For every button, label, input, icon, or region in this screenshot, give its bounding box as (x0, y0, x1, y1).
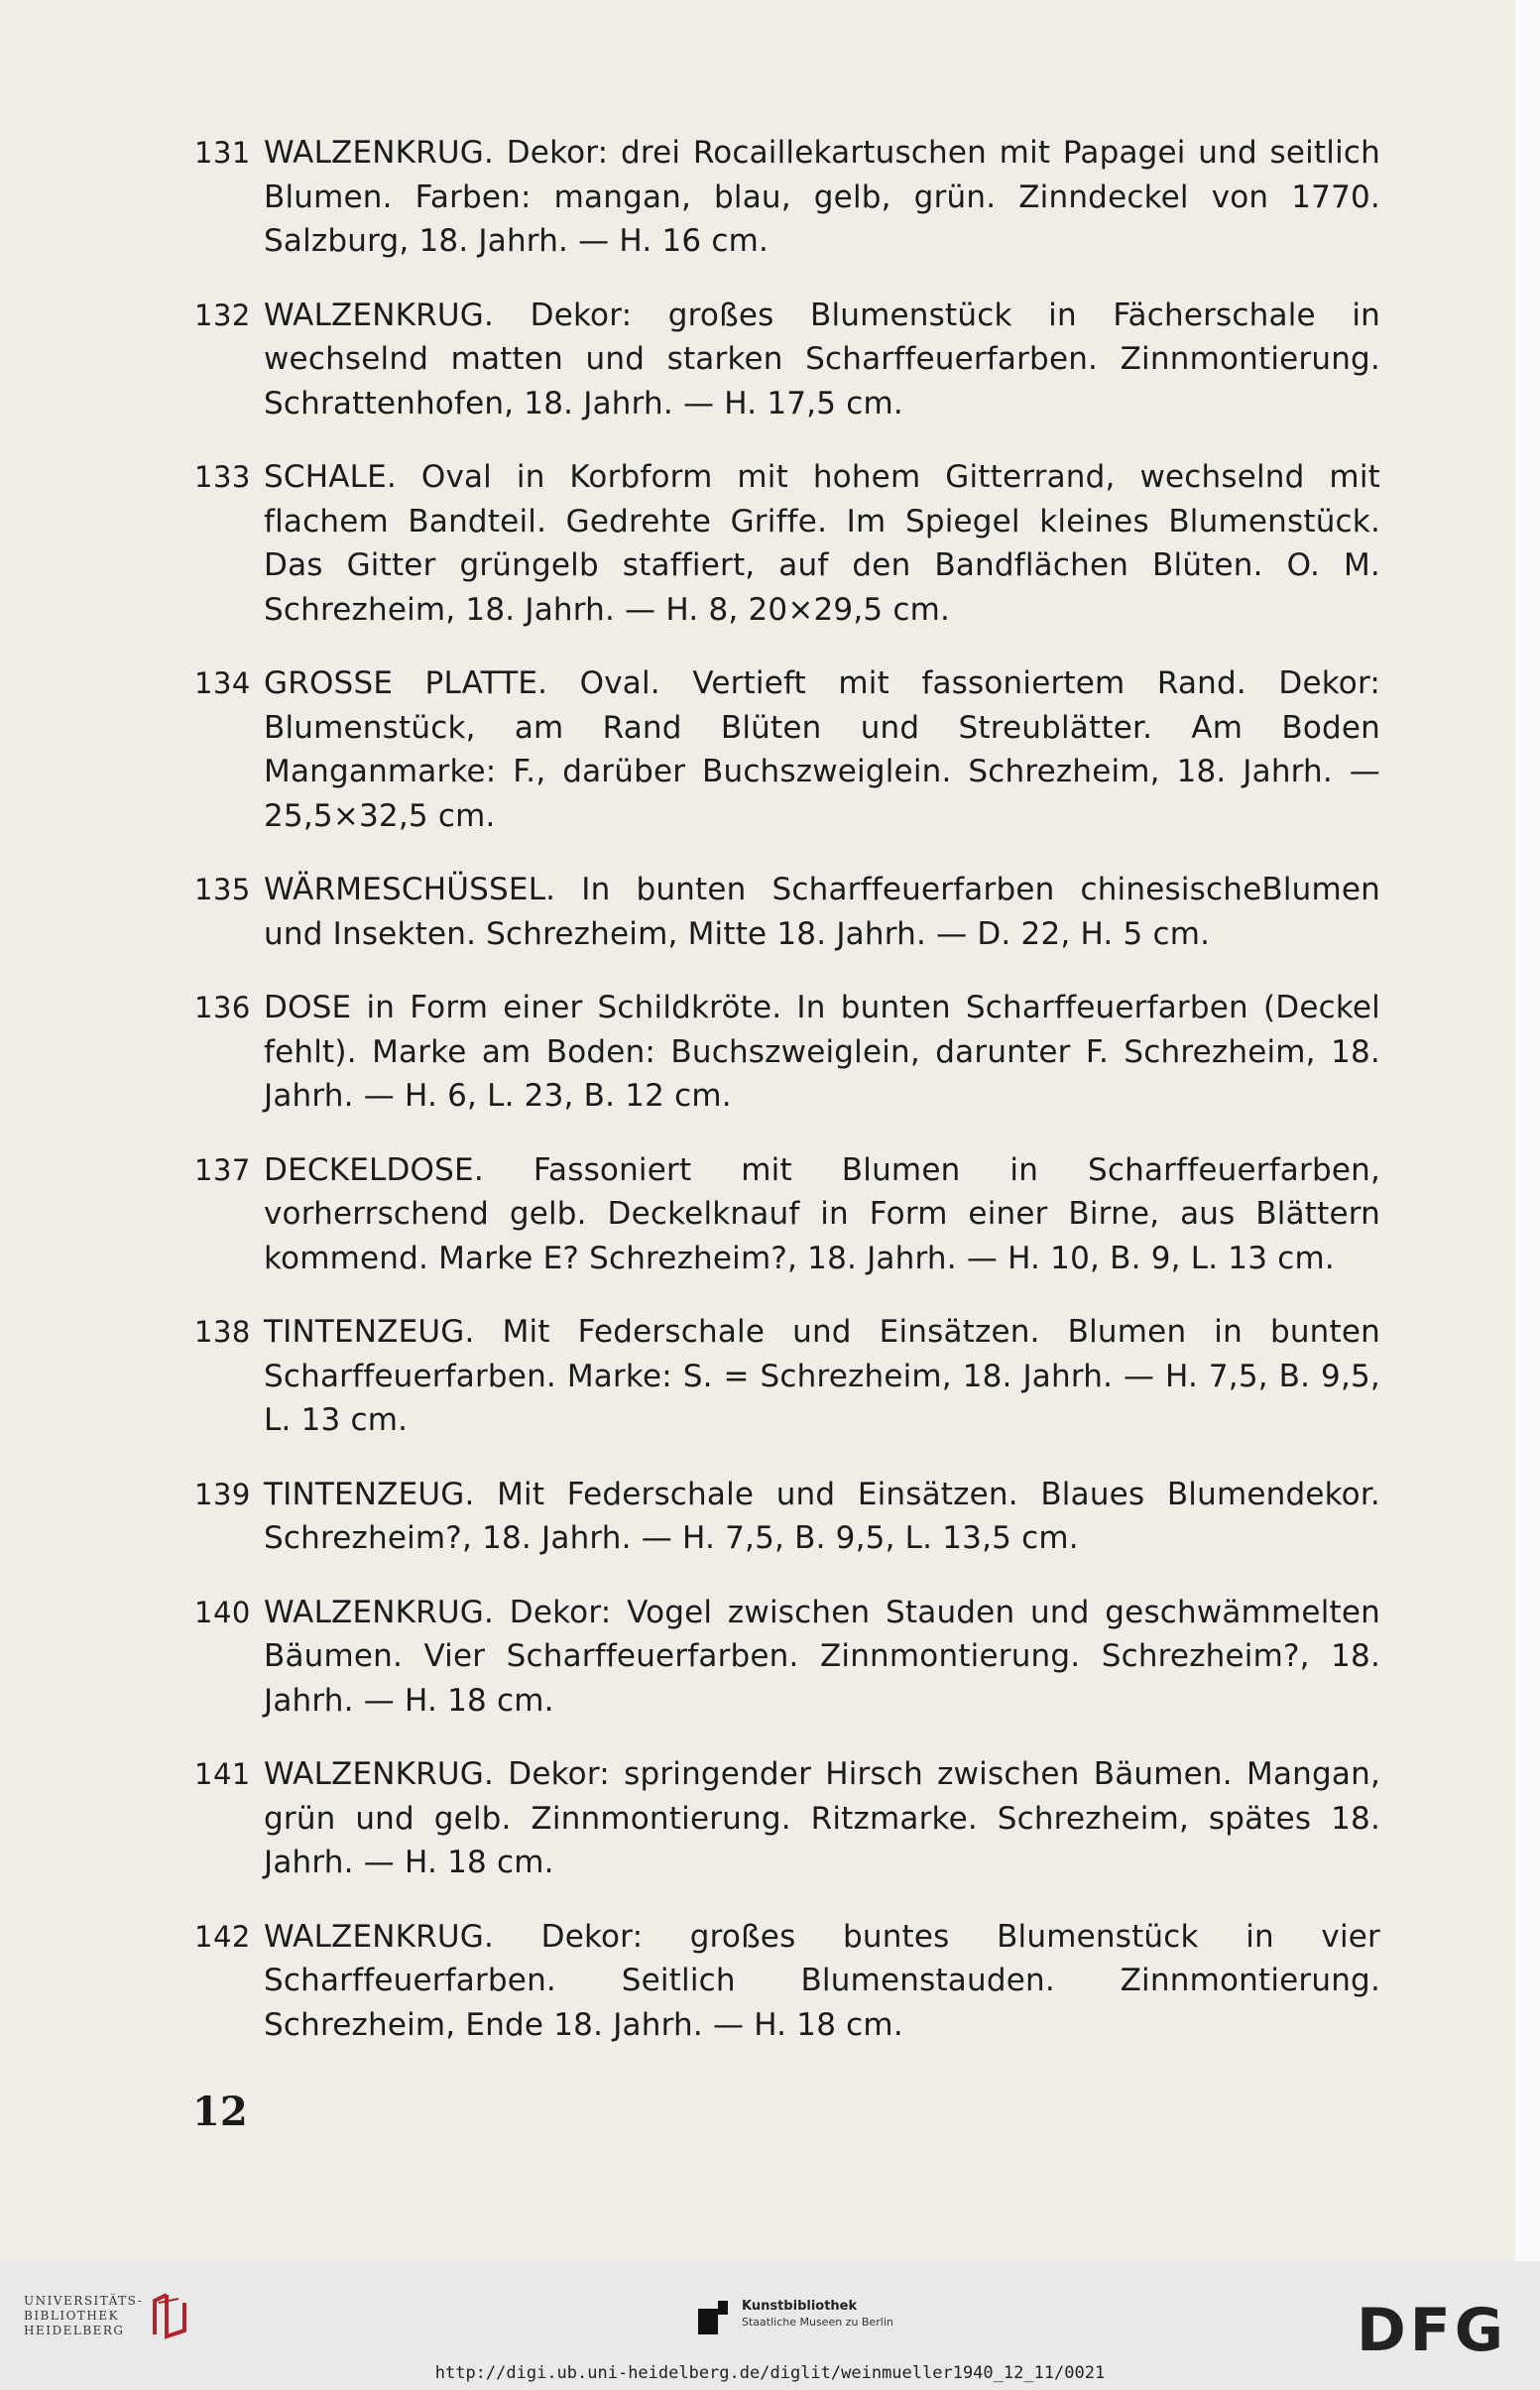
entry-number: 135 (194, 873, 251, 906)
university-logo-line: HEIDELBERG (24, 2323, 125, 2337)
entry-text: WALZENKRUG. Dekor: großes Blumenstück in Fächerschale in wechselnd matten und starken Scharffeuerfarben. Zinnmontierung. Schrattenhofen, 18. Jahrh. — H. 17,5 cm. (264, 297, 1380, 421)
catalog-entry (194, 1310, 1380, 1443)
museum-subtitle: Staatliche Museen zu Berlin (742, 2316, 893, 2329)
entry-text: SCHALE. Oval in Korbform mit hohem Gitterrand, wechselnd mit flachem Bandteil. Gedrehte Griffe. Im Spiegel kleines Blumenstück. Das Gitter grüngelb staffiert, auf den Bandflächen Blüten. O. M. Schrezheim, 18. Jahrh. — H. 8, 20×29,5 cm. (264, 459, 1380, 628)
entry-number: 142 (194, 1919, 251, 1954)
entry-number: 134 (194, 666, 251, 700)
entry-number: 137 (194, 1152, 251, 1187)
entry-number: 138 (194, 1315, 251, 1349)
museum-emblem-icon (696, 2299, 732, 2338)
permalink-url[interactable]: http://digi.ub.uni-heidelberg.de/diglit/weinmueller1940_12_11/0021 (434, 2363, 1106, 2383)
entry-text: DECKELDOSE. Fassoniert mit Blumen in Scharffeuerfarben, vorherrschend gelb. Deckelknauf in Form einer Birne, aus Blättern kommend. Marke E? Schrezheim?, 18. Jahrh. — H. 10, B. 9, L. 13 cm. (264, 1151, 1380, 1276)
entry-text: WALZENKRUG. Dekor: drei Rocaillekartuschen mit Papagei und seitlich Blumen. Farben: mangan, blau, gelb, grün. Zinndeckel von 1770. Salzburg, 18. Jahrh. — H. 16 cm. (264, 135, 1380, 259)
university-logo-line: UNIVERSITÄTS- (24, 2293, 144, 2308)
entry-text: WALZENKRUG. Dekor: großes buntes Blumenstück in vier Scharffeuerfarben. Seitlich Blumenstauden. Zinnmontierung. Schrezheim, Ende 18. Jahrh. — H. 18 cm. (264, 1918, 1380, 2043)
university-library-logo[interactable] (24, 2291, 190, 2340)
entry-number: 133 (194, 460, 251, 494)
catalog-entry (194, 661, 1380, 838)
page-edge (1515, 0, 1540, 2261)
entry-number: 139 (194, 1477, 251, 1511)
catalog-entry (194, 1915, 1380, 2048)
library-emblem-icon (149, 2291, 190, 2340)
entry-number: 140 (194, 1595, 251, 1629)
museum-title: Kunstbibliothek (742, 2299, 858, 2314)
entry-text: TINTENZEUG. Mit Federschale und Einsätzen. Blaues Blumendekor. Schrezheim?, 18. Jahrh. — H. 7,5, B. 9,5, L. 13,5 cm. (264, 1476, 1380, 1556)
entry-text: TINTENZEUG. Mit Federschale und Einsätzen. Blumen in bunten Scharffeuerfarben. Marke: S. = Schrezheim, 18. Jahrh. — H. 7,5, B. 9,5, L. 13 cm. (264, 1314, 1380, 1438)
entry-number: 136 (194, 991, 251, 1024)
university-logo-text (24, 2294, 143, 2338)
university-logo-line: BIBLIOTHEK (24, 2308, 120, 2323)
catalog-entry (194, 294, 1380, 426)
catalog-entries (194, 131, 1380, 2077)
entry-number: 132 (194, 298, 251, 332)
catalog-entry (194, 455, 1380, 632)
entry-text: DOSE in Form einer Schildkröte. In bunten Scharffeuerfarben (Deckel fehlt). Marke am Boden: Buchszweiglein, darunter F. Schrezheim, 18. Jahrh. — H. 6, L. 23, B. 12 cm. (264, 990, 1380, 1114)
entry-text: GROSSE PLATTE. Oval. Vertieft mit fassoniertem Rand. Dekor: Blumenstück, am Rand Blüten und Streublätter. Am Boden Manganmarke: F., darüber Buchszweiglein. Schrezheim, 18. Jahrh. — 25,5×32,5 cm. (264, 665, 1380, 834)
entry-number: 131 (194, 136, 251, 170)
catalog-entry (194, 1752, 1380, 1885)
dfg-logo[interactable]: DFG (1357, 2296, 1508, 2365)
catalog-entry (194, 1148, 1380, 1281)
entry-text: WALZENKRUG. Dekor: springender Hirsch zwischen Bäumen. Mangan, grün und gelb. Zinnmontierung. Ritzmarke. Schrezheim, spätes 18. Jahrh. — H. 18 cm. (264, 1756, 1380, 1880)
catalog-entry (194, 1591, 1380, 1724)
entry-text: WÄRMESCHÜSSEL. In bunten Scharffeuerfarben chinesischeBlumen und Insekten. Schrezheim, Mitte 18. Jahrh. — D. 22, H. 5 cm. (264, 872, 1380, 952)
catalog-entry (194, 868, 1380, 956)
entry-number: 141 (194, 1757, 251, 1791)
catalog-entry (194, 986, 1380, 1119)
catalog-entry (194, 1473, 1380, 1561)
page-number: 12 (192, 2089, 248, 2135)
catalog-entry (194, 131, 1380, 264)
kunstbibliothek-logo[interactable] (696, 2299, 893, 2338)
entry-text: WALZENKRUG. Dekor: Vogel zwischen Stauden und geschwämmelten Bäumen. Vier Scharffeuerfarben. Zinnmontierung. Schrezheim?, 18. Jahrh. — H. 18 cm. (264, 1594, 1380, 1719)
